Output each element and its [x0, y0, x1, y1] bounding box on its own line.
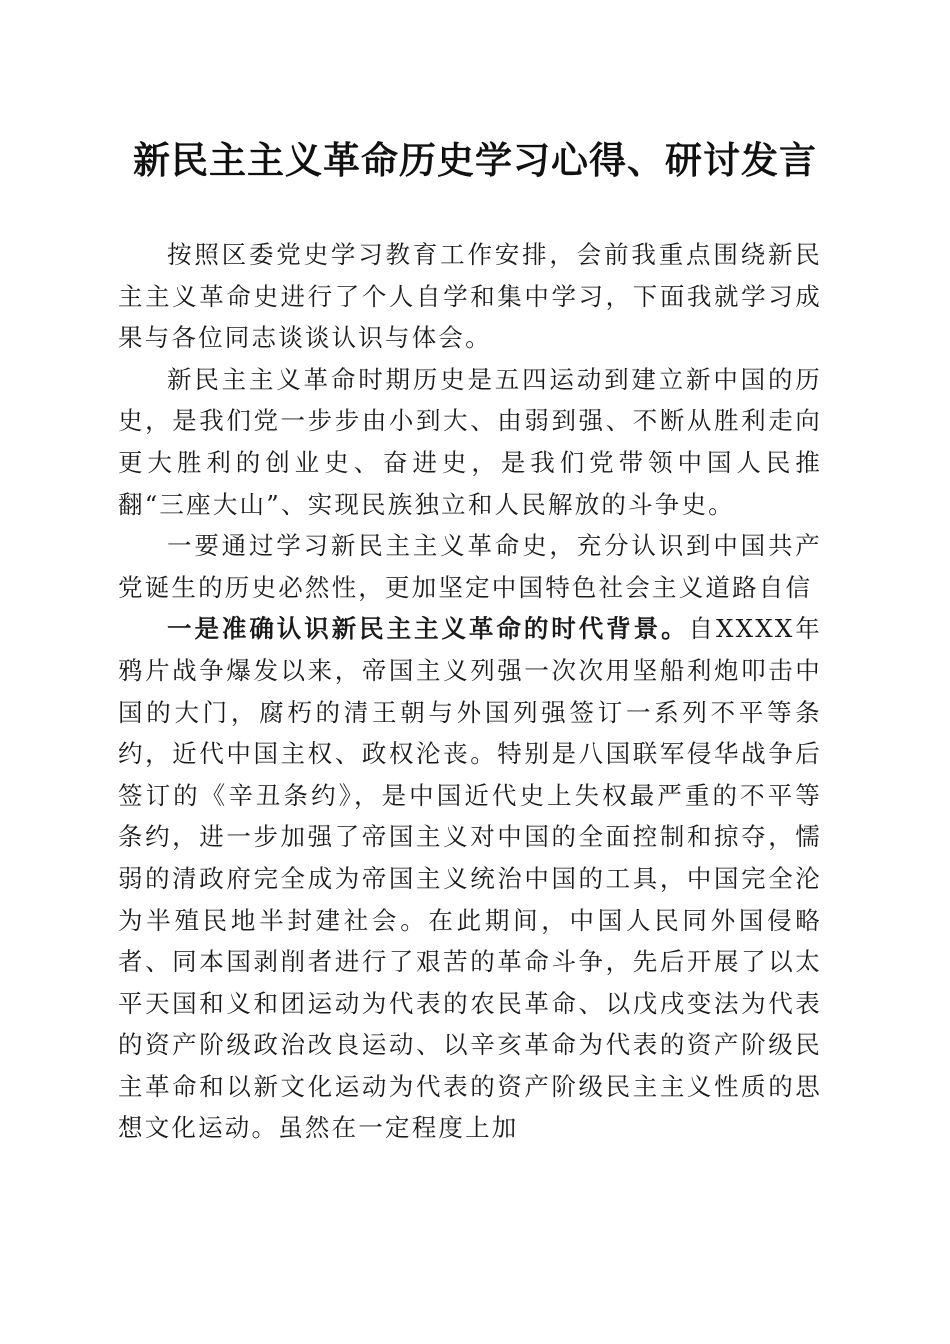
document-body — [118, 234, 822, 1149]
document-title: 新民主主义革命历史学习心得、研讨发言 — [133, 138, 817, 182]
paragraph-lead-sentence: 一是准确认识新民主主义革命的时代背景。 — [167, 614, 689, 644]
paragraph-intro: 按照区委党史学习教育工作安排，会前我重点围绕新民主主义革命史进行了个人自学和集中学习，下面我就学习成果与各位同志谈谈认识与体会。 — [118, 240, 822, 353]
paragraph-background-body: 自XXXX年鸦片战争爆发以来，帝国主义列强一次次用坚船利炮叩击中国的大门，腐朽的清王朝与外国列强签订一系列不平等条约，近代中国主权、政权沦丧。特别是八国联军侵华战争后签订的《辛丑条约》，是中国近代史上失权最严重的不平等条约，进一步加强了帝国主义对中国的全面控制和掠夺，懦弱的清政府完全成为帝国主义统治中国的工具，中国完全沦为半殖民地半封建社会。在此期间，中国人民同外国侵略者、同本国剥削者进行了艰苦的革命斗争，先后开展了以太平天国和义和团运动为代表的农民革命、以戊戌变法为代表的资产阶级政治改良运动、以辛亥革命为代表的资产阶级民主革命和以新文化运动为代表的资产阶级民主主义性质的思想文化运动。虽然在一定程度上加 — [118, 614, 822, 1143]
paragraph-history-overview: 新民主主义革命时期历史是五四运动到建立新中国的历史，是我们党一步步由小到大、由弱到强、不断从胜利走向更大胜利的创业史、奋进史，是我们党带领中国人民推翻“三座大山”、实现民族独立和人民解放的斗争史。 — [118, 364, 822, 519]
paragraph-section-heading: 一要通过学习新民主主义革命史，充分认识到中国共产党诞生的历史必然性，更加坚定中国特色社会主义道路自信 — [118, 531, 822, 602]
paragraph-background — [118, 608, 822, 1149]
